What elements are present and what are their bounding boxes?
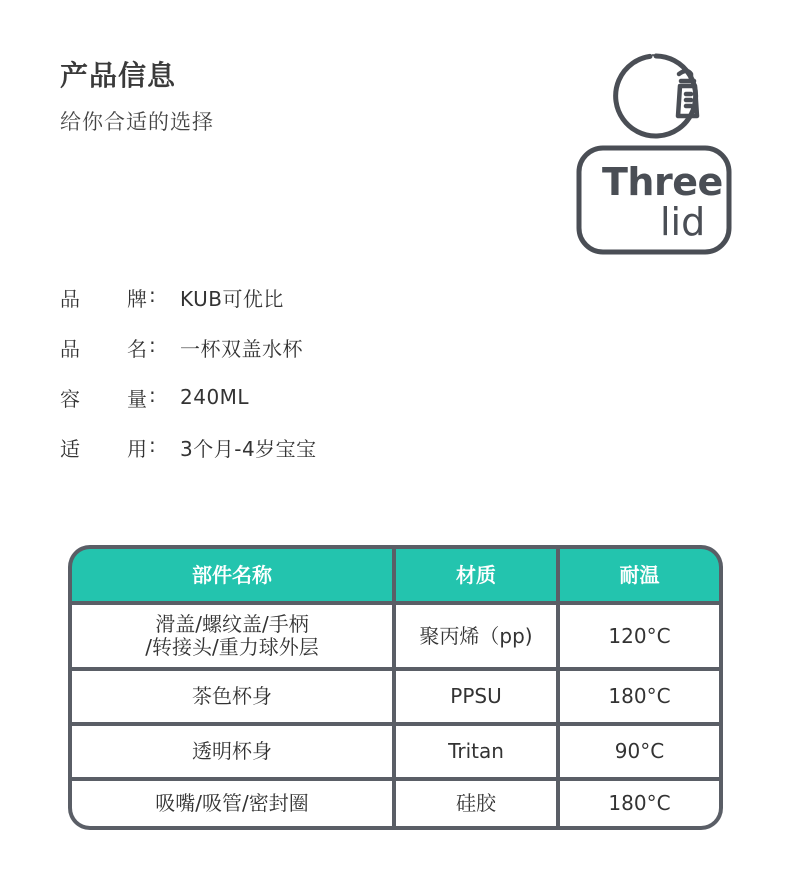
info-value-name: 一杯双盖水杯 [180, 336, 303, 361]
product-info-list [60, 272, 317, 472]
info-label-char: 用 [127, 436, 147, 461]
info-row-age [60, 422, 317, 472]
info-colon: : [149, 382, 156, 407]
table-cell-material: 聚丙烯（pp) [396, 605, 556, 667]
part-line: /转接头/重力球外层 [145, 635, 319, 659]
info-colon: : [149, 432, 156, 457]
info-label-char: 品 [60, 286, 80, 311]
table-cell-material: PPSU [396, 671, 556, 722]
table-cell-temp: 120°C [560, 605, 719, 667]
table-header-material: 材质 [396, 549, 556, 601]
info-label-char: 牌 [127, 286, 147, 311]
table-cell-part [72, 605, 392, 667]
info-value-capacity: 240ML [180, 385, 250, 409]
part-line: 滑盖/螺纹盖/手柄 [155, 612, 309, 636]
info-label-char: 容 [60, 386, 80, 411]
info-colon: : [149, 332, 156, 357]
logo-text-three: Three [602, 160, 723, 204]
baby-bottle-icon [576, 50, 736, 255]
table-cell-part: 茶色杯身 [72, 671, 392, 722]
table-header-temp: 耐温 [560, 549, 719, 601]
logo-text-lid: lid [660, 200, 706, 244]
info-value-age: 3个月-4岁宝宝 [180, 436, 317, 461]
info-label-char: 名 [127, 336, 147, 361]
table-cell-material: Tritan [396, 726, 556, 777]
info-value-brand: KUB可优比 [180, 286, 284, 311]
info-row-capacity [60, 372, 317, 422]
table-cell-temp: 180°C [560, 671, 719, 722]
page-title: 产品信息 [60, 59, 177, 92]
three-lid-logo [576, 50, 736, 255]
table-cell-part: 吸嘴/吸管/密封圈 [72, 781, 392, 826]
materials-table [68, 545, 723, 830]
table-cell-temp: 90°C [560, 726, 719, 777]
table-cell-part: 透明杯身 [72, 726, 392, 777]
info-colon: : [149, 282, 156, 307]
table-header-part: 部件名称 [72, 549, 392, 601]
info-row-name [60, 322, 317, 372]
info-row-brand [60, 272, 317, 322]
info-label-char: 适 [60, 436, 80, 461]
table-cell-temp: 180°C [560, 781, 719, 826]
page-subtitle: 给你合适的选择 [60, 110, 214, 134]
info-label-char: 量 [127, 386, 147, 411]
info-label-char: 品 [60, 336, 80, 361]
table-cell-material: 硅胶 [396, 781, 556, 826]
